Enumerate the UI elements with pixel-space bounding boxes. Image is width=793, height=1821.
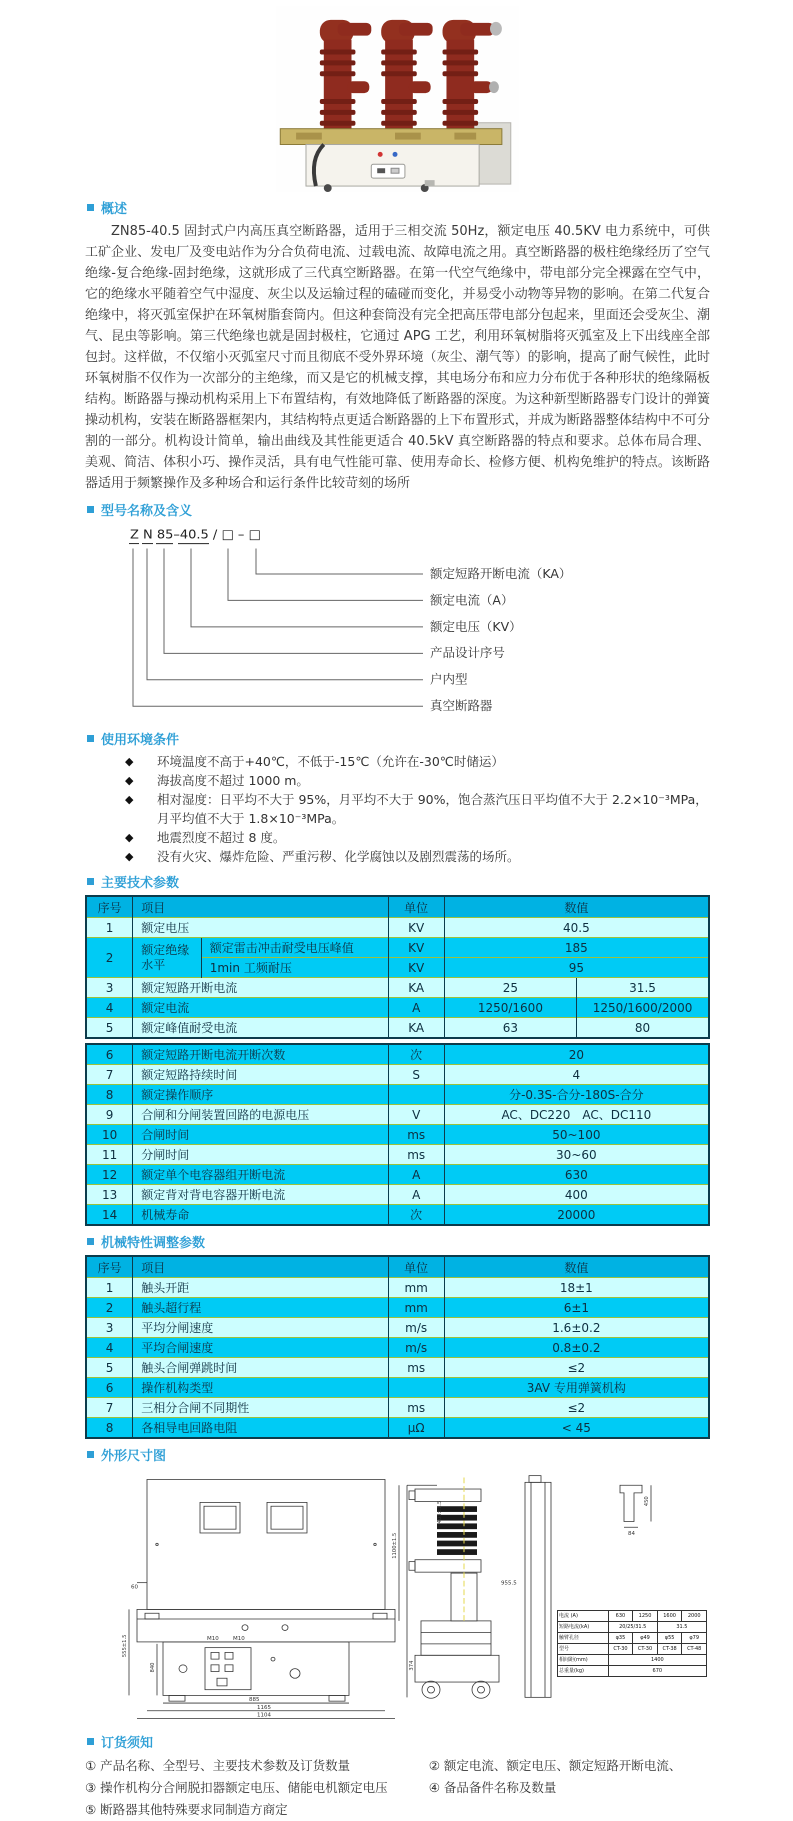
table-cell [388, 1378, 444, 1398]
dimension-drawing-svg [85, 1468, 710, 1726]
table-cell: 2 [86, 1298, 133, 1318]
ordering-notes [85, 1755, 710, 1821]
table-cell: < 45 [444, 1418, 709, 1439]
section-square-icon [87, 1238, 94, 1245]
table-cell: 机械寿命 [133, 1205, 388, 1226]
table-cell: ms [388, 1125, 444, 1145]
table-cell: 合闸和分闸装置回路的电源电压 [133, 1105, 388, 1125]
table-cell: 6±1 [444, 1298, 709, 1318]
table-row [86, 918, 709, 938]
table-cell: 31.5 [657, 1622, 706, 1633]
table-cell: 630 [608, 1611, 633, 1622]
table-cell: 12 [86, 1165, 133, 1185]
table-row [558, 1655, 707, 1666]
table-cell: 18±1 [444, 1278, 709, 1298]
list-item: ◆ 海拔高度不超过 1000 m。 [125, 773, 309, 788]
table-cell: 31.5 [577, 978, 709, 998]
diamond-bullet-icon: ◆ [125, 774, 134, 787]
dim-label: 840 [149, 1662, 157, 1673]
list-item: ◆ 地震烈度不超过 8 度。 [125, 830, 286, 845]
table-cell: 6 [86, 1044, 133, 1065]
table-row [86, 1418, 709, 1439]
table-row [86, 1044, 709, 1065]
table-cell: ms [388, 1145, 444, 1165]
table-cell: CT-38 [657, 1644, 682, 1655]
section-square-icon [87, 506, 94, 513]
table-cell: 额定峰值耐受电流 [133, 1018, 388, 1039]
table-cell: m/s [388, 1338, 444, 1358]
model-designation-diagram [85, 523, 710, 719]
dim-label: M10 [232, 1636, 245, 1642]
column-header: 数值 [444, 896, 709, 918]
table-cell: 630 [444, 1165, 709, 1185]
table-cell: 各相导电回路电阻 [133, 1418, 388, 1439]
section-header-ordering [87, 1732, 710, 1751]
table-cell: S [388, 1065, 444, 1085]
table-cell: ms [388, 1398, 444, 1418]
section-header-main-params [87, 872, 710, 891]
table-row [86, 1105, 709, 1125]
section-square-icon [87, 1451, 94, 1458]
table-cell [388, 1085, 444, 1105]
table-cell: 1.6±0.2 [444, 1318, 709, 1338]
table-cell: 分-0.3S-合分-180S-合分 [444, 1085, 709, 1105]
section-title: 概述 [101, 202, 128, 217]
table-cell: 触头超行程 [133, 1298, 388, 1318]
dim-label: 1100±1.5 [391, 1532, 399, 1559]
ordering-item: ① 产品名称、全型号、主要技术参数及订货数量 [85, 1758, 351, 1773]
table-cell: 6 [86, 1378, 133, 1398]
section-title: 订货须知 [101, 1736, 154, 1751]
table-cell: 5 [86, 1018, 133, 1039]
table-row [86, 1298, 709, 1318]
column-header: 项目 [133, 1256, 388, 1278]
table-cell: 20/25/31.5 [608, 1622, 657, 1633]
dim-label: 374 [408, 1660, 416, 1671]
diamond-bullet-icon: ◆ [125, 831, 134, 844]
table-cell: 40.5 [444, 918, 709, 938]
table-cell: ≤2 [444, 1358, 709, 1378]
table-row [86, 1358, 709, 1378]
table-cell: 额定操作顺序 [133, 1085, 388, 1105]
table-cell: mm [388, 1298, 444, 1318]
vacuum-breaker-photo [275, 6, 520, 192]
table-cell: 10 [86, 1125, 133, 1145]
table-cell: ≤2 [444, 1398, 709, 1418]
table-cell: 电流 (A) [558, 1611, 609, 1622]
list-item: ◆ 相对湿度：日平均不大于 95%，月平均不大于 90%，饱合蒸汽压日平均值不大于 2.2×10⁻³MPa，月平均值不大于 1.8×10⁻³MPa。 [125, 792, 708, 826]
table-cell: 1250/1600/2000 [577, 998, 709, 1018]
table-cell: 25 [444, 978, 576, 998]
ordering-item: ④ 备品备件名称及数量 [428, 1780, 557, 1795]
section-title: 使用环境条件 [101, 733, 180, 748]
table-cell: mm [388, 1278, 444, 1298]
dim-label: 555±1.5 [121, 1634, 129, 1658]
model-label: 户内型 [429, 672, 468, 687]
overview-paragraph: ZN85-40.5 固封式户内高压真空断路器，适用于三相交流 50Hz，额定电压 40.5KV 电力系统中，可供工矿企业、发电厂及变电站作为分合负荷电流、过载电流、故障电流之用。真空断路器的极柱绝缘经历了空气绝缘-复合绝缘-固封绝缘，这就形成了三代真空断路器。在第一代空气绝缘中，带电部分完全裸露在空气中，它的绝缘水平随着空气中湿度、灰尘以及运输过程的磕碰而变化，并易受小动物等异物的影响。在第二代复合绝缘中，将灭弧室保护在环氧树脂套筒内。但这种套筒没有完全把高压带电部分包起来，里面还会受灰尘、潮气、昆虫等影响。第三代绝缘也就是固封极柱，它通过 APG 工艺，利用环氧树脂将灭弧室及上下出线座全部包封。这样做，不仅缩小灭弧室尺寸而且彻底不受外界环境（灰尘、潮气等）的影响，提高了耐气候性，此时环氧树脂不仅作为一次部分的主绝缘，而又是它的机械支撑，其电场分布和应力分布优于各种形状的绝缘隔板结构。断路器与操动机构采用上下布置结构，有效地降低了断路器的深度。为这种新型断路器专门设计的弹簧操动机构，安装在断路器框架内，其结构特点更适合断路器的上下布置形式，并成为断路器整体结构中不可分割的一部分。机构设计简单，输出曲线及其性能更适合 40.5kV 真空断路器的特点和要求。总体布局合理、美观、简洁、体积小巧、操作灵活，具有电气性能可靠、使用寿命长、检修方便、机构免维护的特点。该断路器适用于频繁操作及多种场合和运行条件比较苛刻的场所 [85, 224, 710, 491]
diamond-bullet-icon: ◆ [125, 850, 134, 863]
table-cell: m/s [388, 1318, 444, 1338]
table-cell: 80 [577, 1018, 709, 1039]
table-cell: 3AV 专用弹簧机构 [444, 1378, 709, 1398]
column-header: 单位 [388, 1256, 444, 1278]
table-row [558, 1611, 707, 1622]
section-square-icon [87, 735, 94, 742]
table-cell: KV [388, 938, 444, 958]
table-cell: φ35 [608, 1633, 633, 1644]
table-cell: 分闸时间 [133, 1145, 388, 1165]
table-cell: 额定短路开断电流开断次数 [133, 1044, 388, 1065]
table-cell: 63 [444, 1018, 576, 1039]
table-cell: 4 [86, 998, 133, 1018]
table-cell: 1250/1600 [444, 998, 576, 1018]
table-cell: φ55 [657, 1633, 682, 1644]
model-label: 额定短路开断电流（KA） [429, 566, 572, 581]
table-row [86, 1338, 709, 1358]
table-cell: μΩ [388, 1418, 444, 1439]
table-cell: 50~100 [444, 1125, 709, 1145]
table-cell: 20 [444, 1044, 709, 1065]
table-cell: 670 [608, 1666, 706, 1677]
section-header-model [87, 500, 710, 519]
table-cell: A [388, 998, 444, 1018]
dim-label: 1104 [257, 1712, 271, 1719]
dim-label: M10 [207, 1636, 219, 1642]
table-row [86, 938, 709, 958]
table-cell: 7 [86, 1065, 133, 1085]
table-row [86, 1318, 709, 1338]
table-cell: 额定背对背电容器开断电流 [133, 1185, 388, 1205]
drawing-data-table [557, 1610, 707, 1677]
table-row [86, 1378, 709, 1398]
table-row [86, 1085, 709, 1105]
table-cell: 额定单个电容器组开断电流 [133, 1165, 388, 1185]
table-row [86, 998, 709, 1018]
section-title: 型号名称及含义 [101, 504, 193, 519]
table-cell: 13 [86, 1185, 133, 1205]
table-row [558, 1633, 707, 1644]
dim-label: 955.5 [501, 1580, 517, 1587]
table-cell: 1 [86, 918, 133, 938]
dim-label: 60 [131, 1584, 138, 1591]
table-cell: 14 [86, 1205, 133, 1226]
column-header: 项目 [133, 896, 388, 918]
table-cell: V [388, 1105, 444, 1125]
table-cell: 5 [86, 1358, 133, 1378]
table-cell: 8 [86, 1085, 133, 1105]
table-cell: 额定短路开断电流 [133, 978, 388, 998]
list-item: ◆ 环境温度不高于+40℃，不低于-15℃（允许在-30℃时储运） [125, 754, 504, 769]
table-cell: 平均合闸速度 [133, 1338, 388, 1358]
table-cell: 2000 [682, 1611, 707, 1622]
model-label: 产品设计序号 [429, 646, 505, 661]
table-cell: φ49 [633, 1633, 658, 1644]
section-square-icon [87, 1738, 94, 1745]
model-label: 真空断路器 [429, 699, 493, 714]
table-cell: 次 [388, 1044, 444, 1065]
table-cell: CT-48 [682, 1644, 707, 1655]
table-cell: 次 [388, 1205, 444, 1226]
outline-dimension-drawing [85, 1468, 710, 1726]
column-header: 单位 [388, 896, 444, 918]
table-cell: 额定雷击冲击耐受电压峰值 [201, 938, 388, 958]
table-cell: 9 [86, 1105, 133, 1125]
table-cell: 短路电流(kA) [558, 1622, 609, 1633]
ordering-item: ⑤ 断路器其他特殊要求同制造方商定 [85, 1802, 288, 1817]
table-row [558, 1666, 707, 1677]
table-cell: 型号 [558, 1644, 609, 1655]
section-title: 外形尺寸图 [101, 1449, 167, 1464]
table-cell: 4 [86, 1338, 133, 1358]
table-cell: 185 [444, 938, 709, 958]
dim-label: 403±1.5 [436, 1500, 444, 1524]
product-photo [85, 6, 710, 192]
table-cell: 7 [86, 1398, 133, 1418]
table-cell: CT-30 [633, 1644, 658, 1655]
table-cell: 0.8±0.2 [444, 1338, 709, 1358]
table-cell: 平均分闸速度 [133, 1318, 388, 1338]
table-cell: A [388, 1165, 444, 1185]
table-cell: 1400 [608, 1655, 706, 1666]
table-row [86, 1065, 709, 1085]
table-row [86, 1205, 709, 1226]
section-title: 主要技术参数 [101, 876, 180, 891]
table-header-row [86, 1256, 709, 1278]
model-label: 额定电压（KV） [429, 619, 522, 634]
ordering-item: ② 额定电流、额定电压、额定短路开断电流、 [428, 1758, 682, 1773]
table-row [86, 1185, 709, 1205]
table-row [86, 978, 709, 998]
table-cell: 总重量(kg) [558, 1666, 609, 1677]
dim-label: 84 [628, 1530, 635, 1537]
table-cell: 1250 [633, 1611, 658, 1622]
table-header-row [86, 896, 709, 918]
table-row [86, 1165, 709, 1185]
table-row [86, 1018, 709, 1039]
table-cell: φ79 [682, 1633, 707, 1644]
main-params-table-part2 [85, 1043, 710, 1226]
table-cell: KV [388, 918, 444, 938]
table-row [86, 1145, 709, 1165]
table-cell: 8 [86, 1418, 133, 1439]
table-cell: 3 [86, 1318, 133, 1338]
main-params-table-part1 [85, 895, 710, 1039]
column-header: 序号 [86, 1256, 133, 1278]
table-cell: KA [388, 1018, 444, 1039]
table-cell: 1min 工频耐压 [201, 958, 388, 978]
dim-label: 450 [643, 1496, 651, 1507]
table-cell: 触头开距 [133, 1278, 388, 1298]
table-row [86, 1278, 709, 1298]
table-cell: AC、DC220 AC、DC110 [444, 1105, 709, 1125]
section-header-overview [87, 198, 710, 217]
table-cell: 1 [86, 1278, 133, 1298]
table-cell: 触臂孔径 [558, 1633, 609, 1644]
dim-label: 1165 [257, 1704, 271, 1711]
mech-params-table [85, 1255, 710, 1439]
table-cell: 相间距(mm) [558, 1655, 609, 1666]
table-cell: 20000 [444, 1205, 709, 1226]
table-cell: KV [388, 958, 444, 978]
table-cell: 4 [444, 1065, 709, 1085]
table-cell: 操作机构类型 [133, 1378, 388, 1398]
diamond-bullet-icon: ◆ [125, 755, 134, 768]
table-cell: 1600 [657, 1611, 682, 1622]
environment-list [85, 752, 710, 866]
list-item: ◆ 没有火灾、爆炸危险、严重污秽、化学腐蚀以及剧烈震荡的场所。 [125, 849, 520, 864]
table-cell: 95 [444, 958, 709, 978]
dim-label: 885 [248, 1697, 260, 1704]
table-cell: KA [388, 978, 444, 998]
table-cell: 三相分合闸不同期性 [133, 1398, 388, 1418]
table-cell: 3 [86, 978, 133, 998]
table-cell: A [388, 1185, 444, 1205]
column-header: 序号 [86, 896, 133, 918]
table-cell: 额定电流 [133, 998, 388, 1018]
table-cell: 触头合闸弹跳时间 [133, 1358, 388, 1378]
table-cell: 额定绝缘水平 [133, 938, 202, 978]
section-square-icon [87, 204, 94, 211]
table-cell: 400 [444, 1185, 709, 1205]
table-row [558, 1644, 707, 1655]
table-row [86, 1398, 709, 1418]
table-row [86, 1125, 709, 1145]
ordering-item: ③ 操作机构分合闸脱扣器额定电压、储能电机额定电压 [85, 1780, 388, 1795]
model-label: 额定电流（A） [429, 593, 514, 608]
table-cell: 额定电压 [133, 918, 388, 938]
table-cell: CT-30 [608, 1644, 633, 1655]
section-header-dimensions [87, 1445, 710, 1464]
table-cell: 11 [86, 1145, 133, 1165]
section-square-icon [87, 878, 94, 885]
diamond-bullet-icon: ◆ [125, 793, 134, 806]
table-row [558, 1622, 707, 1633]
table-cell: ms [388, 1358, 444, 1378]
mechanism-box [306, 145, 479, 192]
model-code: Z N 85–40.5 / □ – □ [130, 527, 261, 543]
table-cell: 30~60 [444, 1145, 709, 1165]
table-cell: 2 [86, 938, 133, 978]
section-header-mech-params [87, 1232, 710, 1251]
table-cell: 额定短路持续时间 [133, 1065, 388, 1085]
section-header-environment [87, 729, 710, 748]
column-header: 数值 [444, 1256, 709, 1278]
table-cell: 合闸时间 [133, 1125, 388, 1145]
section-title: 机械特性调整参数 [101, 1236, 206, 1251]
